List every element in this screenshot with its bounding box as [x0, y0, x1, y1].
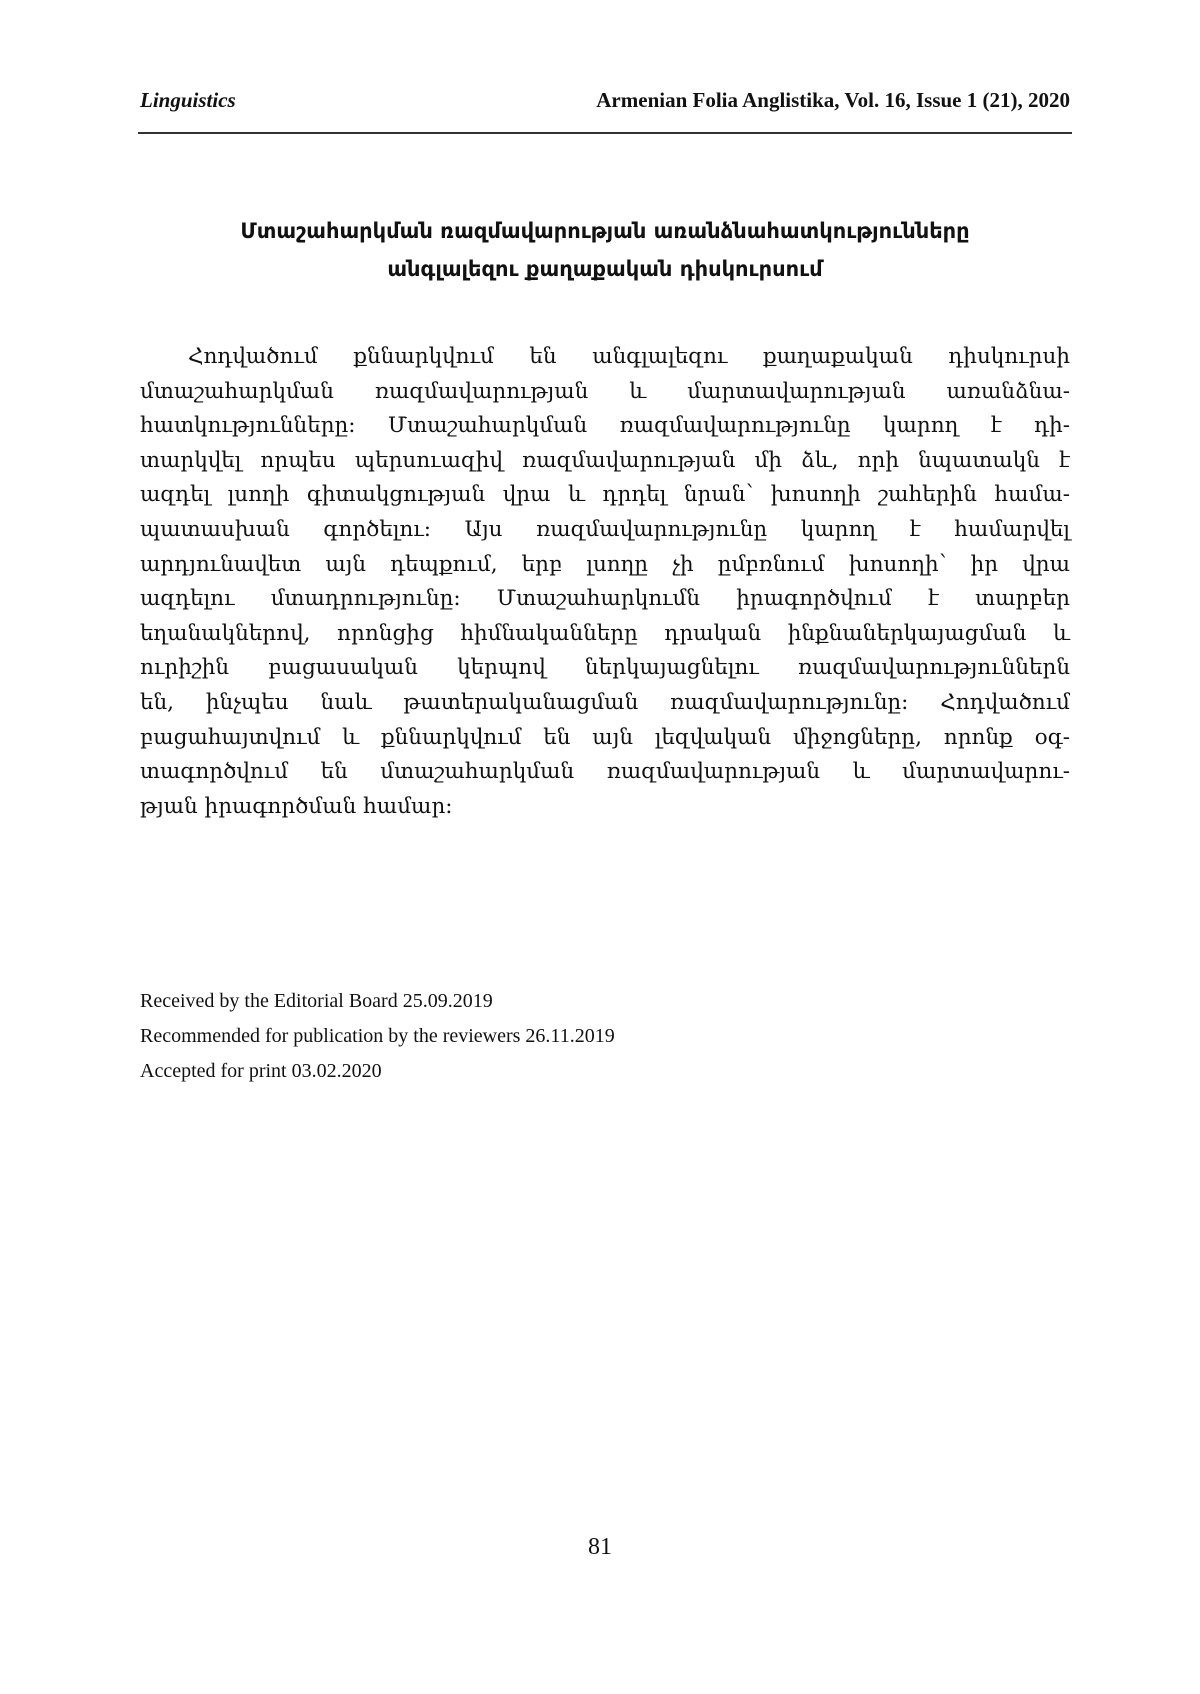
abstract-line: տագործվում են մտաշահարկման ռազմավարության և մարտավարու-	[140, 759, 1070, 785]
running-header	[140, 88, 1070, 113]
section-label: Linguistics	[140, 88, 236, 112]
article-title-line-1: Մտաշահարկման ռազմավարության առանձնահատկությունները	[240, 219, 970, 243]
received-date: Received by the Editorial Board 25.09.2019	[140, 990, 493, 1012]
abstract-line: ուրիշին բացասական կերպով ներկայացնելու ռազմավարություններն	[140, 655, 1070, 681]
header-divider	[138, 132, 1072, 134]
abstract-paragraph	[140, 340, 1070, 824]
abstract-line: ազդել լսողի գիտակցության վրա և դրդել նրան՝ խոսողի շահերին համա-	[140, 482, 1070, 508]
publication-history	[140, 984, 1070, 1089]
abstract-line: թյան իրագործման համար:	[140, 793, 453, 819]
article-title	[140, 212, 1070, 288]
article-title-line-2: անգլալեզու քաղաքական դիսկուրսում	[387, 257, 823, 281]
abstract-line: Հոդվածում քննարկվում են անգլալեզու քաղաքական դիսկուրսի	[188, 344, 1070, 369]
abstract-line: բացահայտվում և քննարկվում են այն լեզվական միջոցները, որոնք օգ-	[140, 724, 1070, 750]
abstract-line: ազդելու մտադրությունը: Մտաշահարկումն իրագործվում է տարբեր	[140, 586, 1070, 612]
journal-citation: Armenian Folia Anglistika, Vol. 16, Issue 1 (21), 2020	[596, 88, 1070, 112]
abstract-line: պատասխան գործելու: Այս ռազմավարությունը կարող է համարվել	[140, 516, 1070, 542]
abstract-line: հատկությունները: Մտաշահարկման ռազմավարությունը կարող է դի-	[140, 413, 1070, 439]
abstract-line: եղանակներով, որոնցից հիմնականները դրական ինքնաներկայացման և	[140, 620, 1070, 646]
abstract-line: են, ինչպես նաև թատերականացման ռազմավարությունը: Հոդվածում	[140, 689, 1070, 715]
recommended-date: Recommended for publication by the reviewers 26.11.2019	[140, 1025, 615, 1047]
abstract-line: մտաշահարկման ռազմավարության և մարտավարության առանձնա-	[140, 378, 1070, 404]
page-number: 81	[588, 1534, 612, 1560]
abstract-line: տարկվել որպես պերսուազիվ ռազմավարության մի ձև, որի նպատակն է	[140, 447, 1070, 473]
abstract-line: արդյունավետ այն դեպքում, երբ լսողը չի ըմբռնում խոսողի՝ իր վրա	[140, 551, 1070, 577]
accepted-date: Accepted for print 03.02.2020	[140, 1060, 382, 1082]
